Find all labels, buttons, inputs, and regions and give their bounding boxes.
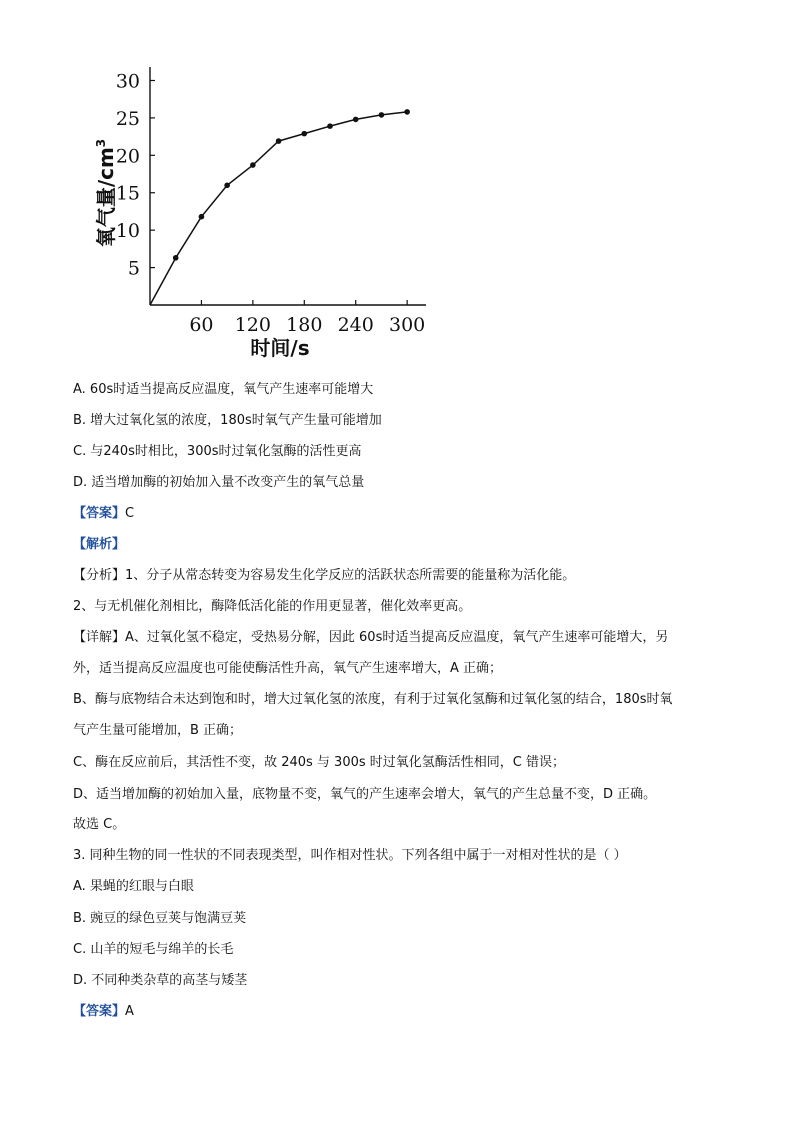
analysis-line-2: 2、与无机催化剂相比，酶降低活化能的作用更显著，催化效率更高。 — [73, 599, 472, 614]
analysis-line-1 — [73, 567, 575, 585]
detail-c-line: C、酶在反应前后，其活性不变，故 240s 与 300s 时过氧化氢酶活性相同，C 错误； — [73, 755, 565, 770]
data-point — [379, 112, 385, 118]
y-tick-label: 30 — [115, 70, 140, 93]
x-tick-label: 240 — [337, 314, 374, 336]
y-tick-label: 15 — [115, 182, 140, 205]
detail-a-line-1 — [73, 629, 668, 647]
jiexi-tag: 【解析】 — [73, 537, 126, 552]
option-q3-c: C. 山羊的短毛与绵羊的长毛 — [73, 942, 234, 957]
detail-a-line-2: 外，适当提高反应温度也可能使酶活性升高，氧气产生速率增大，A 正确； — [73, 661, 503, 676]
option-q2-d: D. 适当增加酶的初始加入量不改变产生的氧气总量 — [73, 475, 365, 490]
answer-tag: 【答案】 — [73, 1004, 126, 1019]
answer-q2 — [73, 505, 134, 523]
y-axis-title-superscript: 3 — [94, 138, 108, 148]
data-point — [250, 162, 256, 168]
data-point — [224, 182, 230, 188]
y-axis-title — [94, 139, 118, 247]
option-q3-b: B. 豌豆的绿色豆荚与饱满豆荚 — [73, 911, 247, 926]
x-tick-label: 180 — [286, 314, 323, 336]
detail-a-text-1: A、过氧化氢不稳定，受热易分解，因此 60s时适当提高反应温度，氧气产生速率可能增大，另 — [125, 630, 669, 645]
option-q3-d: D. 不同种类杂草的高茎与矮茎 — [73, 973, 248, 988]
jiexi-heading — [73, 536, 125, 554]
analysis-tag: 【分析】 — [73, 568, 126, 583]
analysis-text-1: 1、分子从常态转变为容易发生化学反应的活跃状态所需要的能量称为活化能。 — [125, 568, 576, 583]
y-tick-label: 5 — [127, 257, 140, 280]
x-axis-title: 时间/s — [250, 336, 310, 360]
y-tick-label: 10 — [115, 220, 140, 243]
detail-b-line-2: 气产生量可能增加，B 正确； — [73, 723, 243, 738]
data-point — [276, 138, 282, 144]
option-q3-a: A. 果蝇的红眼与白眼 — [73, 879, 194, 894]
answer-value: A — [125, 1004, 134, 1019]
y-tick-label: 20 — [115, 145, 140, 168]
answer-q3 — [73, 1003, 134, 1021]
detail-d-line: D、适当增加酶的初始加入量，底物量不变，氧气的产生速率会增大，氧气的产生总量不变，D 正确。 — [73, 787, 657, 802]
answer-tag: 【答案】 — [73, 506, 126, 521]
data-point — [404, 109, 410, 115]
conclusion: 故选 C。 — [73, 817, 126, 832]
option-q2-c: C. 与240s时相比，300s时过氧化氢酶的活性更高 — [73, 444, 362, 459]
data-point — [353, 117, 359, 123]
option-q2-b: B. 增大过氧化氢的浓度，180s时氧气产生量可能增加 — [73, 413, 382, 428]
option-q2-a: A. 60s时适当提高反应温度，氧气产生速率可能增大 — [73, 382, 374, 397]
data-point — [199, 214, 205, 220]
detail-tag: 【详解】 — [73, 630, 126, 645]
data-point — [173, 255, 179, 261]
oxygen-time-chart — [80, 62, 440, 362]
x-tick-label: 120 — [234, 314, 271, 336]
y-axis-title-text: 氧气量/cm — [94, 147, 118, 248]
answer-value: C — [125, 506, 135, 521]
x-tick-label: 60 — [189, 314, 214, 336]
question-3-stem: 3. 同种生物的同一性状的不同表现类型，叫作相对性状。下列各组中属于一对相对性状的是（ ） — [73, 848, 627, 863]
data-point — [327, 123, 333, 129]
data-point — [301, 131, 307, 137]
x-tick-label: 300 — [389, 314, 426, 336]
y-tick-label: 25 — [115, 107, 140, 130]
detail-b-line-1: B、酶与底物结合未达到饱和时，增大过氧化氢的浓度，有利于过氧化氢酶和过氧化氢的结合，180s时氧 — [73, 692, 673, 707]
